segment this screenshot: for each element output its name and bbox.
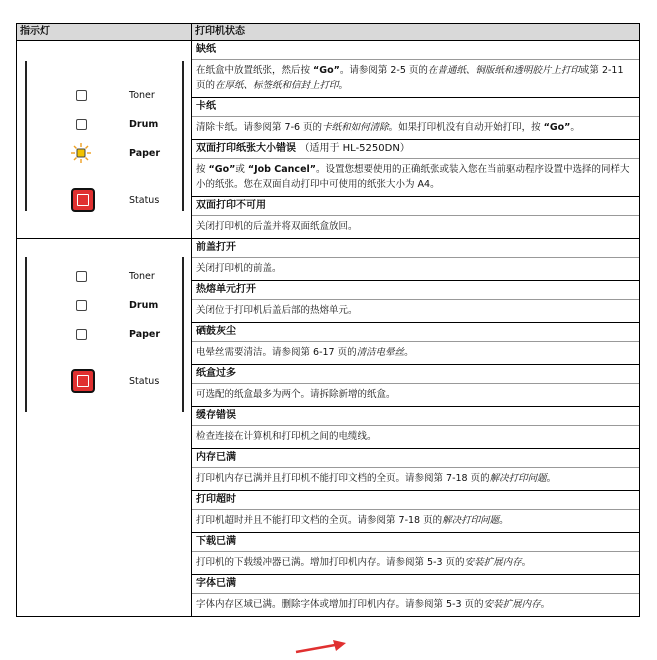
entry-body: 关闭打印机的后盖并将双面纸盒放回。: [196, 221, 358, 232]
entry-title: 打印超时: [192, 491, 639, 510]
led-drum: [71, 114, 159, 134]
entry-memory-full: [192, 449, 639, 491]
led-drum: [71, 295, 159, 315]
entry-body: 在纸盒中放置纸张，然后按 “Go”。请参阅第 2-5 页的在普通纸、铜版纸和透明胶片上打印或第 2-11 页的在厚纸、标签纸和信封上打印。: [196, 65, 624, 91]
entry-body: 可选配的纸盒最多为两个。请拆除新增的纸盒。: [196, 389, 396, 400]
entry-title: 卡纸: [192, 98, 639, 117]
entry-font-full: [192, 575, 639, 616]
paper-led-blinking-icon: [71, 143, 91, 163]
entry-title: 纸盒过多: [192, 365, 639, 384]
drum-led-icon: [76, 119, 87, 130]
group-status-errors: [17, 239, 639, 616]
panel-line-right: [182, 257, 184, 412]
entry-body: 字体内存区域已满。删除字体或增加打印机内存。请参阅第 5-3 页的安装扩展内存。: [196, 599, 551, 610]
entry-title: 下载已满: [192, 533, 639, 552]
header-indicator: 指示灯: [17, 24, 192, 40]
entry-too-many-trays: [192, 365, 639, 407]
entry-body: 按 “Go”或 “Job Cancel”。设置您想要使用的正确纸张或装入您在当前驱动程序设置中选择的同样大小的纸张。您在双面自动打印中可使用的纸张大小为 A4。: [196, 164, 630, 190]
status-led-red-icon: [71, 188, 95, 212]
panel-line-left: [25, 257, 27, 412]
header-status: 打印机状态: [195, 26, 245, 37]
led-label-toner: Toner: [129, 89, 155, 101]
led-label-paper: Paper: [129, 328, 161, 340]
entry-print-overrun: [192, 491, 639, 533]
entry-title: 缓存错误: [192, 407, 639, 426]
entry-no-paper: [192, 41, 639, 98]
panel-line-left: [25, 61, 27, 211]
led-label-status: Status: [129, 375, 160, 387]
entry-body: 打印机内存已满并且打印机不能打印文档的全页。请参阅第 7-18 页的解决打印问题。: [196, 473, 557, 484]
toner-led-icon: [76, 271, 87, 282]
led-toner: [71, 85, 155, 105]
entry-body: 清除卡纸。请参阅第 7-6 页的卡纸和如何清除。如果打印机没有自动开始打印，按 “Go”。: [196, 122, 580, 133]
entry-body: 关闭打印机的前盖。: [196, 263, 282, 274]
status-list-1: [192, 41, 639, 238]
entry-body: 打印机超时并且不能打印文档的全页。请参阅第 7-18 页的解决打印问题。: [196, 515, 509, 526]
drum-led-icon: [76, 300, 87, 311]
led-status: [71, 187, 160, 213]
entry-title: 缺纸: [192, 41, 639, 60]
status-table: [16, 23, 640, 617]
led-label-toner: Toner: [129, 270, 155, 282]
entry-front-cover-open: [192, 239, 639, 281]
panel-line-right: [182, 61, 184, 211]
led-status: [71, 368, 160, 394]
entry-body: 打印机的下载缓冲器已满。增加打印机内存。请参阅第 5-3 页的安装扩展内存。: [196, 557, 532, 568]
led-label-paper: Paper: [129, 147, 161, 159]
entry-title: 双面打印纸张大小错误 （适用于 HL-5250DN）: [192, 140, 639, 159]
entry-title: 内存已满: [192, 449, 639, 468]
entry-buffer-error: [192, 407, 639, 449]
group-paper-errors: [17, 41, 639, 239]
entry-body: 关闭位于打印机后盖后部的热熔单元。: [196, 305, 358, 316]
toner-led-icon: [76, 90, 87, 101]
entry-duplex-size-error: [192, 140, 639, 197]
led-panel-1: [17, 41, 192, 238]
led-paper: [71, 143, 161, 163]
entry-title: 硒鼓灰尘: [192, 323, 639, 342]
status-led-red-icon: [71, 369, 95, 393]
led-label-status: Status: [129, 194, 160, 206]
paper-led-icon: [76, 329, 87, 340]
entry-title: 热熔单元打开: [192, 281, 639, 300]
status-list-2: [192, 239, 639, 616]
entry-title: 字体已满: [192, 575, 639, 594]
led-label-drum: Drum: [129, 299, 159, 311]
led-panel-2: [17, 239, 192, 616]
table-header: [17, 24, 639, 41]
entry-body: 电晕丝需要清洁。请参阅第 6-17 页的清洁电晕丝。: [196, 347, 414, 358]
next-arrow-icon: [295, 640, 347, 654]
led-paper: [71, 324, 161, 344]
entry-title: 前盖打开: [192, 239, 639, 258]
entry-paper-jam: [192, 98, 639, 140]
entry-download-full: [192, 533, 639, 575]
led-label-drum: Drum: [129, 118, 159, 130]
entry-duplex-disabled: [192, 197, 639, 238]
entry-fuser-open: [192, 281, 639, 323]
entry-drum-dust: [192, 323, 639, 365]
led-toner: [71, 266, 155, 286]
entry-title: 双面打印不可用: [192, 197, 639, 216]
entry-body: 检查连接在计算机和打印机之间的电缆线。: [196, 431, 377, 442]
